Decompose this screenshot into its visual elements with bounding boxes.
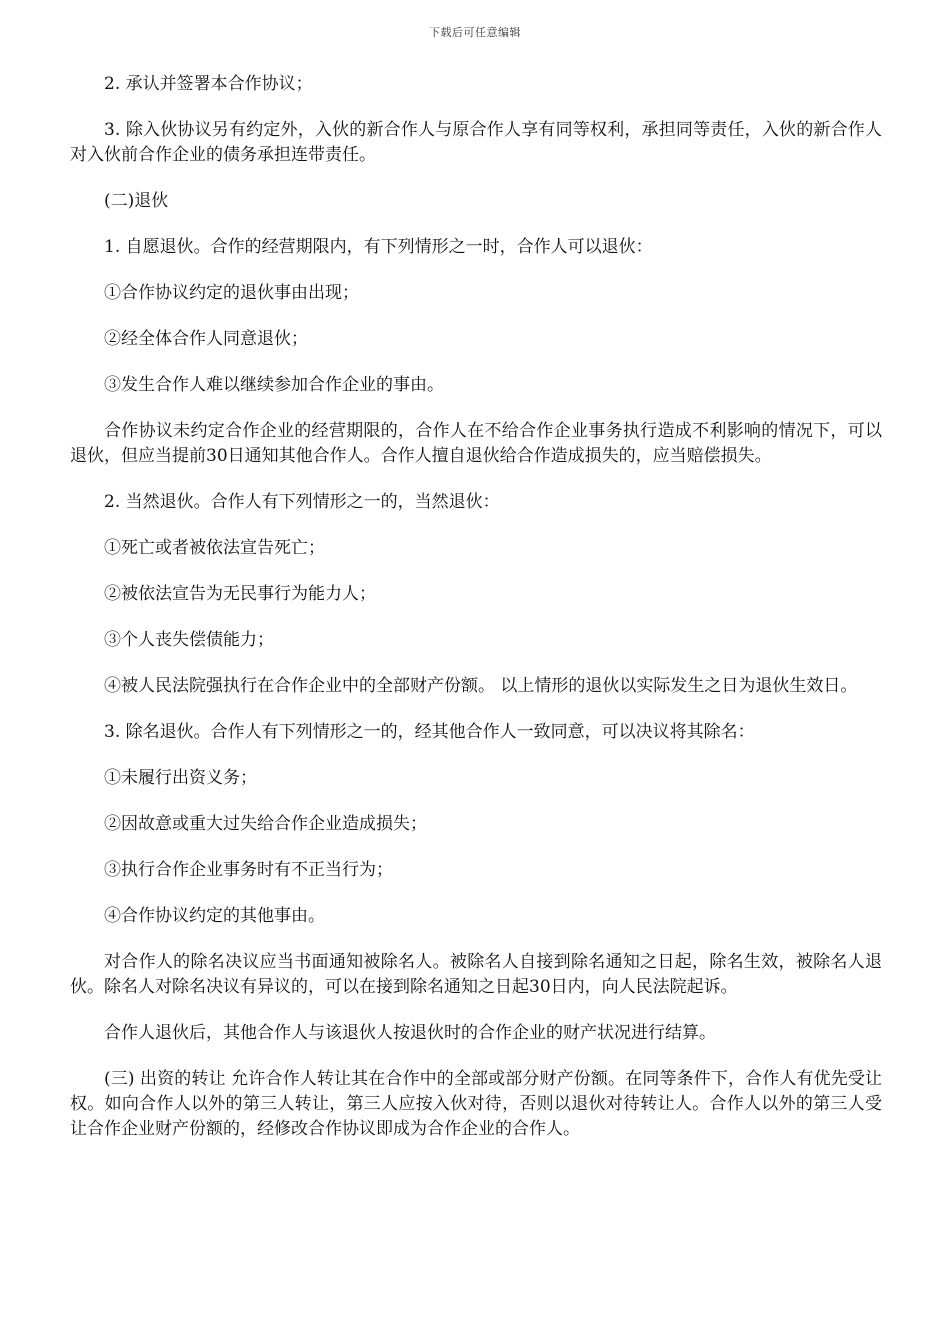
list-item-voluntary-3: ③发生合作人难以继续参加合作企业的事由。: [104, 375, 444, 395]
paragraph-capital-transfer: (三) 出资的转让 允许合作人转让其在合作中的全部或部分财产份额。在同等条件下，合作人有优先受让权。如向合作人以外的第三人转让，第三人应按入伙对待，否则以退伙对待转让人。合作人以外的第三人受让合作企业财产份额的，经修改合作协议即成为合作企业的合作人。: [70, 1069, 882, 1139]
paragraph-no-term: 合作协议未约定合作企业的经营期限的，合作人在不给合作企业事务执行造成不利影响的情况下，可以退伙，但应当提前30日通知其他合作人。合作人擅自退伙给合作造成损失的，应当赔偿损失。: [70, 421, 882, 466]
list-item-automatic-2: ②被依法宣告为无民事行为能力人；: [104, 584, 376, 604]
paragraph-1: 2. 承认并签署本合作协议；: [104, 74, 313, 94]
list-item-automatic-3: ③个人丧失偿债能力；: [104, 630, 274, 650]
list-item-expulsion-1: ①未履行出资义务；: [104, 768, 257, 788]
list-item-expulsion-2: ②因故意或重大过失给合作企业造成损失；: [104, 814, 427, 834]
list-item-automatic-1: ①死亡或者被依法宣告死亡；: [104, 538, 325, 558]
paragraph-voluntary-withdrawal: 1. 自愿退伙。合作的经营期限内，有下列情形之一时，合作人可以退伙：: [104, 237, 653, 257]
list-item-automatic-4: ④被人民法院强执行在合作企业中的全部财产份额。 以上情形的退伙以实际发生之日为退伙生效日。: [104, 676, 858, 696]
page-header: 下载后可任意编辑: [429, 26, 521, 39]
paragraph-automatic-withdrawal: 2. 当然退伙。合作人有下列情形之一的，当然退伙：: [104, 492, 500, 512]
paragraph-settlement: 合作人退伙后，其他合作人与该退伙人按退伙时的合作企业的财产状况进行结算。: [104, 1023, 716, 1043]
list-item-expulsion-3: ③执行合作企业事务时有不正当行为；: [104, 860, 393, 880]
paragraph-2: 3. 除入伙协议另有约定外，入伙的新合作人与原合作人享有同等权利，承担同等责任，入伙的新合作人对入伙前合作企业的债务承担连带责任。: [70, 120, 882, 165]
document-body: [70, 72, 882, 1163]
paragraph-expulsion-notice: 对合作人的除名决议应当书面通知被除名人。被除名人自接到除名通知之日起，除名生效，被除名人退伙。除名人对除名决议有异议的，可以在接到除名通知之日起30日内，向人民法院起诉。: [70, 952, 882, 997]
list-item-voluntary-1: ①合作协议约定的退伙事由出现；: [104, 283, 359, 303]
list-item-expulsion-4: ④合作协议约定的其他事由。: [104, 906, 325, 926]
section-heading-withdrawal: (二)退伙: [104, 191, 169, 211]
paragraph-expulsion: 3. 除名退伙。合作人有下列情形之一的，经其他合作人一致同意，可以决议将其除名：: [104, 722, 755, 742]
list-item-voluntary-2: ②经全体合作人同意退伙；: [104, 329, 308, 349]
